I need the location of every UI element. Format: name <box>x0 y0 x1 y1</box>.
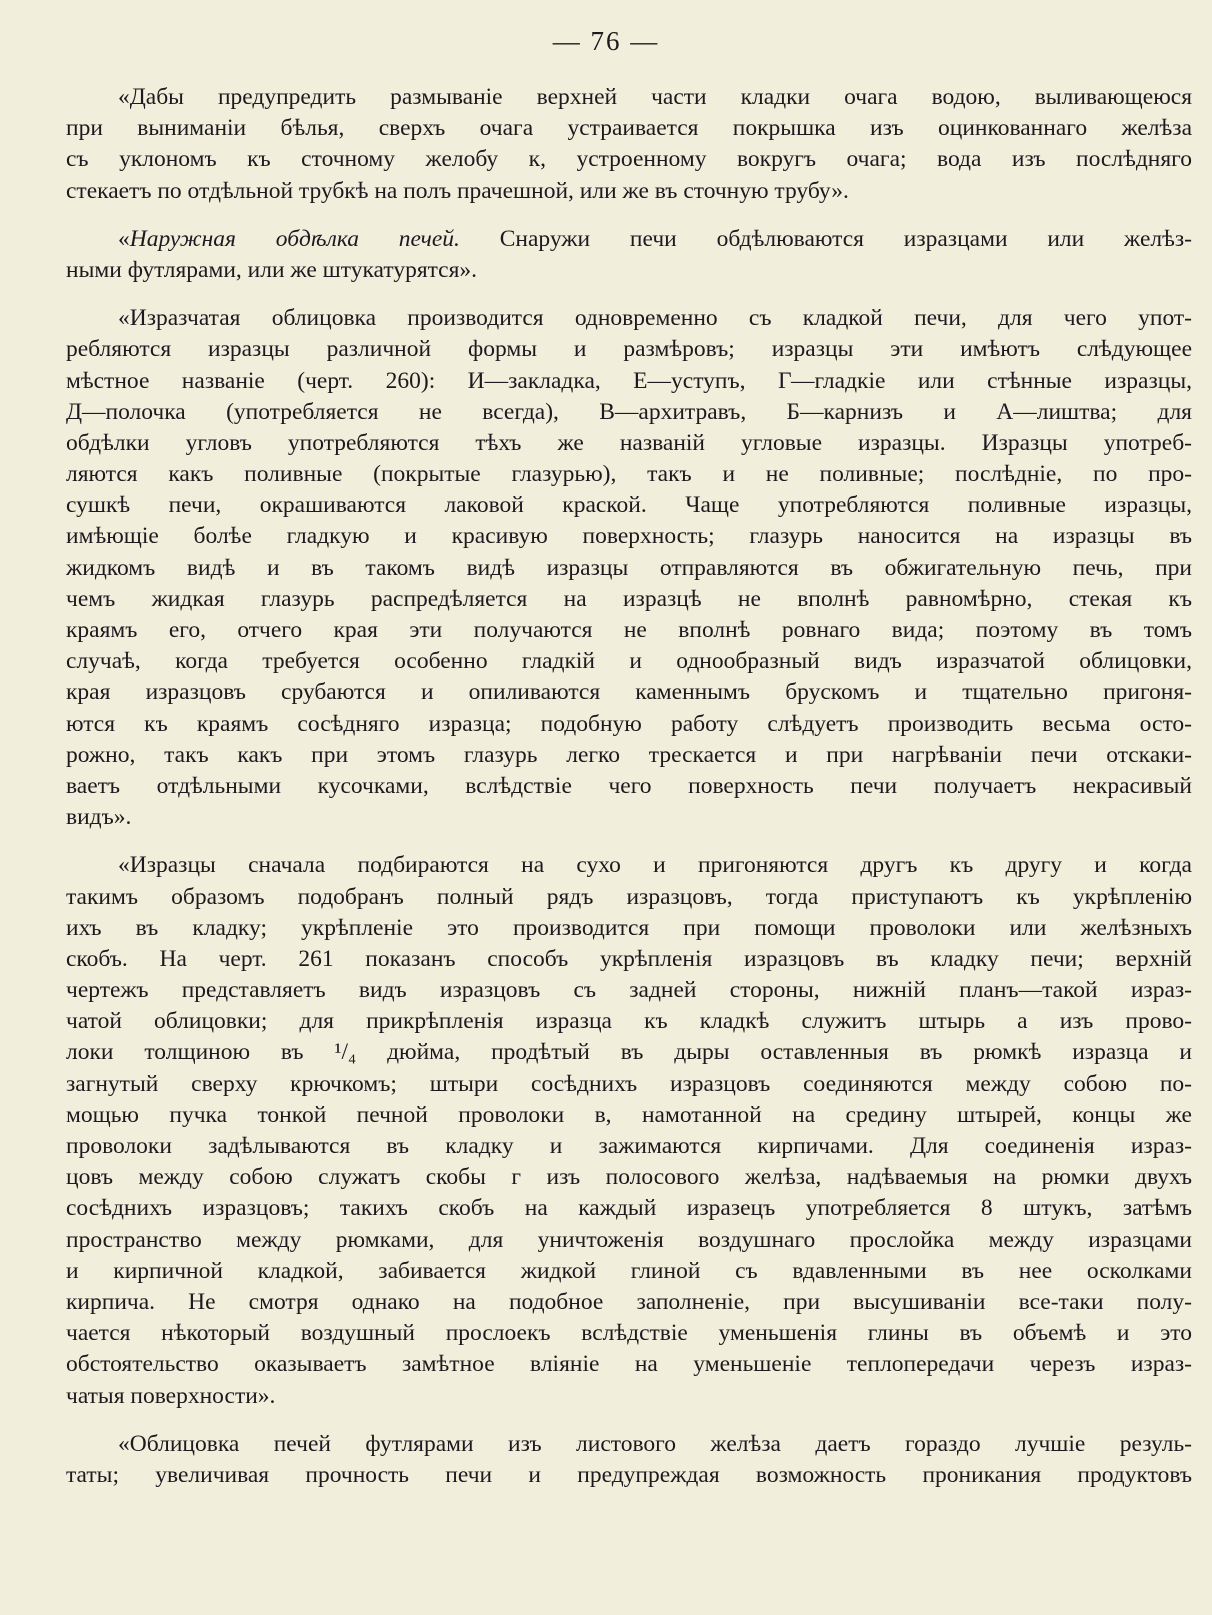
text-line: ихъ въ кладку; укрѣпленіе это производится при помощи проволоки или желѣзныхъ <box>66 914 1192 941</box>
text-line: мощью пучка тонкой печной проволоки в, намотанной на средину штырей, концы же <box>66 1101 1192 1128</box>
paragraph <box>66 1429 1192 1491</box>
text-line: чается нѣкоторый воздушный прослоекъ вслѣдствіе уменьшенія глины въ объемѣ и это <box>66 1320 1192 1347</box>
italic-heading: Наружная обдѣлка печей. <box>129 225 460 252</box>
text-line: пространство между рюмками, для уничтоженія воздушнаго прослойка между изразцами <box>66 1226 1192 1253</box>
text-line: обстоятельство оказываетъ замѣтное вліяніе на уменьшеніе теплопередачи черезъ израз- <box>66 1351 1192 1378</box>
text-line: загнутый сверху крючкомъ; штыри сосѣднихъ изразцовъ соединяются между собою по- <box>66 1070 1192 1097</box>
text-line: при выниманіи бѣлья, сверхъ очага устраивается покрышка изъ оцинкованнаго желѣза <box>66 115 1192 142</box>
text-line: локи толщиною въ ¹/₄ дюйма, продѣтый въ дыры оставленныя въ рюмкѣ изразца и <box>66 1039 1192 1066</box>
paragraph <box>66 303 1192 833</box>
page-number: — 76 — <box>552 26 660 56</box>
text-line: чемъ жидкая глазурь распредѣляется на изразцѣ не вполнѣ равномѣрно, стекая къ <box>66 585 1192 612</box>
text-line: ляются какъ поливные (покрытые глазурью), такъ и не поливные; послѣдніе, по про- <box>66 461 1192 488</box>
text-line: «Дабы предупредить размываніе верхней части кладки очага водою, выливающеюся <box>118 84 1192 110</box>
text-line: ребляются изразцы различной формы и размѣровъ; изразцы эти имѣютъ слѣдующее <box>66 336 1192 363</box>
paragraph <box>66 224 1192 286</box>
text-line: стекаетъ по отдѣльной трубкѣ на полъ прачешной, или же въ сточную трубу». <box>66 177 849 204</box>
text-line: «Облицовка печей футлярами изъ листового желѣза даетъ гораздо лучшіе резуль- <box>118 1430 1192 1457</box>
text-line: ваетъ отдѣльными кусочками, вслѣдствіе чего поверхность печи получаетъ некрасивый <box>66 772 1192 799</box>
text-line: цовъ между собою служатъ скобы г изъ полосового желѣза, надѣваемыя на рюмки двухъ <box>66 1164 1192 1191</box>
text-line: края изразцовъ срубаются и опиливаются каменнымъ брускомъ и тщательно пригоня- <box>66 679 1192 706</box>
text-line: ными футлярами, или же штукатурятся». <box>66 256 478 283</box>
text-line: сосѣднихъ изразцовъ; такихъ скобъ на каждый изразецъ употребляется 8 штукъ, затѣмъ <box>66 1195 1192 1222</box>
text-line: «Наружная обдѣлка печей. Снаружи печи обдѣлюваются изразцами или желѣз- <box>118 225 1192 252</box>
text-line: имѣющіе болѣе гладкую и красивую поверхность; глазурь наносится на изразцы въ <box>66 523 1192 550</box>
text-line: обдѣлки угловъ употребляются тѣхъ же названій угловые изразцы. Изразцы употреб- <box>66 429 1192 456</box>
text-line: кирпича. Не смотря однако на подобное заполненіе, при высушиваніи все-таки полу- <box>66 1288 1192 1315</box>
text-line: съ уклономъ къ сточному желобу к, устроенному вокругъ очага; вода изъ послѣдняго <box>66 146 1192 173</box>
paragraph <box>66 82 1192 207</box>
text-line: и кирпичной кладкой, забивается жидкой глиной съ вдавленными въ нее осколками <box>66 1257 1192 1284</box>
text-line: случаѣ, когда требуется особенно гладкій и однообразный видъ изразчатой облицовки, <box>66 648 1192 675</box>
text-line: «Изразчатая облицовка производится одновременно съ кладкой печи, для чего упот- <box>118 305 1192 332</box>
text-line: жидкомъ видѣ и въ такомъ видѣ изразцы отправляются въ обжигательную печь, при <box>66 554 1192 581</box>
text-line: такимъ образомъ подобранъ полный рядъ изразцовъ, тогда приступаютъ къ укрѣпленію <box>66 883 1192 910</box>
text-line: чертежъ представляетъ видъ изразцовъ съ задней стороны, нижній планъ—такой израз- <box>66 977 1192 1004</box>
text-line: «Изразцы сначала подбираются на сухо и пригоняются другъ къ другу и когда <box>118 852 1192 879</box>
text-line: Д—полочка (употребляется не всегда), В—архитравъ, Б—карнизъ и А—лиштва; для <box>66 398 1192 425</box>
paragraph <box>66 850 1192 1411</box>
text-line: чатой облицовки; для прикрѣпленія изразца къ кладкѣ служитъ штырь а изъ прово- <box>66 1008 1192 1035</box>
text-line: проволоки задѣлываются въ кладку и зажимаются кирпичами. Для соединенія израз- <box>66 1133 1192 1159</box>
text-line: скобъ. На черт. 261 показанъ способъ укрѣпленія изразцовъ въ кладку печи; верхній <box>66 945 1192 972</box>
text-line: рожно, такъ какъ при этомъ глазурь легко трескается и при нагрѣваніи печи отскаки- <box>66 741 1192 768</box>
text-line: мѣстное названіе (черт. 260): И—закладка, Е—уступъ, Г—гладкіе или стѣнные изразцы, <box>66 367 1192 394</box>
text-run: Снаружи печи обдѣлюваются изразцами или желѣз- <box>459 225 1192 252</box>
text-line: сушкѣ печи, окрашиваются лаковой краской. Чаще употребляются поливные изразцы, <box>66 492 1192 519</box>
body-text <box>66 82 1192 1508</box>
text-line: чатыя поверхности». <box>66 1382 276 1409</box>
text-line: краямъ его, отчего края эти получаются не вполнѣ ровнаго вида; поэтому въ томъ <box>66 617 1192 643</box>
text-line: таты; увеличивая прочность печи и предупреждая возможность проникания продуктовъ <box>66 1461 1192 1488</box>
text-line: видъ». <box>66 804 132 831</box>
text-line: ются къ краямъ сосѣдняго изразца; подобную работу слѣдуетъ производить весьма осто- <box>66 710 1192 737</box>
